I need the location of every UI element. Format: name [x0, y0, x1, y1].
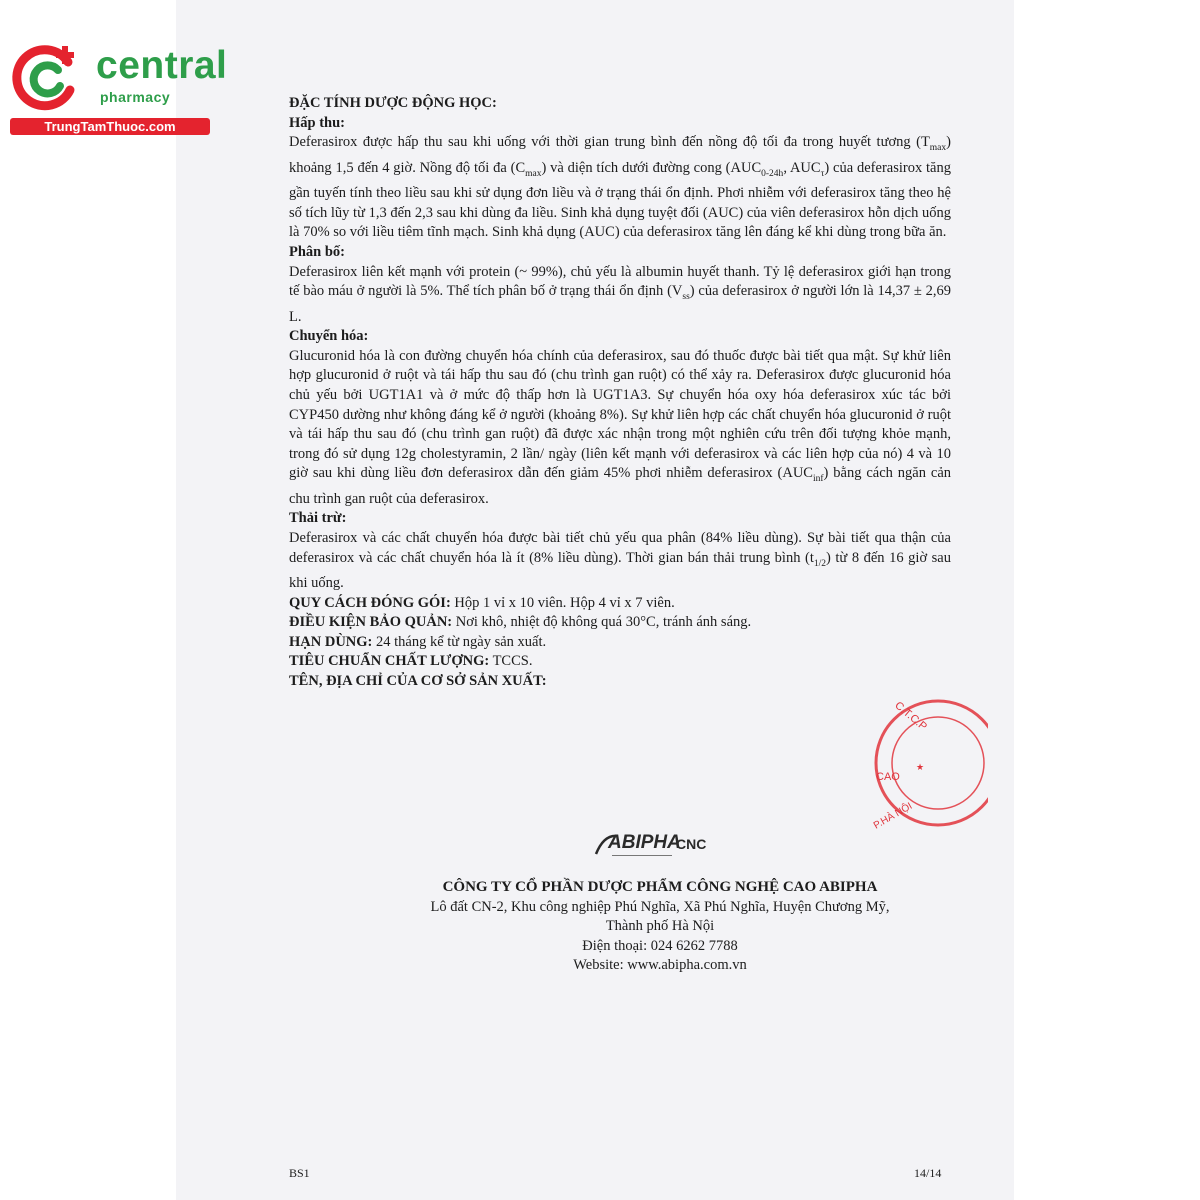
metabolism-text: Glucuronid hóa là con đường chuyển hóa chính của deferasirox, sau đó thuốc được bài tiết qua mật. Sự khử liên hợp glucuronid ở ruột và tái hấp thu sau đó (chu trình gan ruột) có thể xảy ra. Deferasirox được glucuronid hóa chủ yếu bởi UGT1A1 và ở mức độ thấp hơn là UGT1A3. Sự chuyển hóa oxy hóa deferasirox xúc tác bởi CYP450 dường như không đáng kể ở người (khoảng 8%). Sự khử liên hợp các chất chuyển hóa glucuronid ở ruột và tái hấp thu sau đó (chu trình gan ruột) đã được xác nhận trong một nghiên cứu trên đối tượng khỏe mạnh, trong đó sử dụng 12g cholestyramin, 2 lần/ ngày (liên kết mạnh với deferasirox và các liên hợp của nó) 4 và 10 giờ sau khi dùng liều đơn deferasirox dẫn đến giảm 45% phơi nhiễm deferasirox $(AUC_{inf})$ bằng cách ngăn cản chu trình gan ruột của deferasirox. — [289, 347, 951, 507]
company-name: CÔNG TY CỔ PHẦN DƯỢC PHẨM CÔNG NGHỆ CAO ABIPHA — [442, 879, 878, 895]
abipha-tagline-line — [612, 855, 672, 859]
footer-code: BS1 — [289, 1166, 310, 1180]
storage-line: ĐIỀU KIỆN BẢO QUẢN: Nơi khô, nhiệt độ không quá 30°C, tránh ánh sáng. — [289, 614, 752, 631]
page-number: 14/14 — [914, 1166, 942, 1180]
manufacturer-label: TÊN, ĐỊA CHỈ CỦA CƠ SỞ SẢN XUẤT: — [289, 673, 547, 690]
pharmacy-logo — [10, 36, 228, 136]
absorption-text: Deferasirox được hấp thu sau khi uống với thời gian trung bình đến nồng độ tối đa trong huyết tương $(T_{max})$ khoảng 1,5 đến 4 giờ. Nồng độ tối đa $(C_{max})$ và diện tích dưới đường cong ($AUC_{0-24h}$, $AUC_\tau$) của deferasirox tăng gần tuyến tính theo liều sau khi sử dụng đơn liều và ở trạng thái ổn định. Phơi nhiễm với deferasirox tăng theo hệ số tích lũy từ 1,3 đến 2,3 sau khi dùng đa liều. Sinh khả dụng tuyệt đối (AUC) của viên deferasirox hỗn dịch uống là 70% so với liều tiêm tĩnh mạch. Sinh khả dụng (AUC) của deferasirox tăng lên đáng kể khi dùng trong bữa ăn. — [289, 134, 951, 241]
abipha-logo-text: ABIPHA — [608, 832, 681, 853]
shelf-life-line: HẠN DÙNG: 24 tháng kể từ ngày sản xuất. — [289, 633, 547, 650]
elimination-heading: Thải trừ: — [289, 510, 347, 527]
abipha-logo — [592, 830, 722, 862]
quality-line: TIÊU CHUẨN CHẤT LƯỢNG: TCCS. — [289, 653, 533, 670]
brand-subtitle: pharmacy — [100, 89, 171, 105]
document-body — [289, 94, 951, 692]
metabolism-heading: Chuyển hóa: — [289, 328, 369, 345]
stamp-text-top: C.T.C.P — [892, 699, 930, 734]
pharmacy-cross-icon — [10, 40, 82, 112]
company-address-1: Lô đất CN-2, Khu công nghiệp Phú Nghĩa, Xã Phú Nghĩa, Huyện Chương Mỹ, — [430, 898, 890, 915]
brand-name: central — [96, 44, 228, 87]
distribution-heading: Phân bố: — [289, 243, 346, 260]
packaging-line: QUY CÁCH ĐÓNG GÓI: Hộp 1 vỉ x 10 viên. Hộp 4 vỉ x 7 viên. — [289, 594, 675, 611]
company-website: Website: www.abipha.com.vn — [573, 957, 747, 974]
company-stamp — [868, 688, 988, 838]
stamp-text-mid: CAO — [876, 771, 900, 783]
company-block — [360, 878, 960, 976]
company-address-2: Thành phố Hà Nội — [605, 918, 715, 935]
distribution-text: Deferasirox liên kết mạnh với protein (~ 99%), chủ yếu là albumin huyết thanh. Tỷ lệ deferasirox giới hạn trong tế bào máu ở người là 5%. Thể tích phân bố ở trạng thái ổn định $(V_{ss})$ của deferasirox ở người lớn là 14,37 ± 2,69 L. — [289, 263, 951, 325]
elimination-text: Deferasirox và các chất chuyển hóa được bài tiết chủ yếu qua phân (84% liều dùng). Sự bài tiết qua thận của deferasirox và các chất chuyển hóa là ít (8% liều dùng). Thời gian bán thải trung bình $(t_{1/2})$ từ 8 đến 16 giờ sau khi uống. — [289, 530, 951, 592]
brand-url: TrungTamThuoc.com — [10, 118, 210, 135]
stamp-star-icon: ★ — [916, 762, 925, 772]
absorption-heading: Hấp thu: — [289, 114, 346, 131]
abipha-logo-suffix: CNC — [676, 836, 707, 852]
company-phone: Điện thoại: 024 6262 7788 — [582, 937, 738, 954]
section-title: ĐẶC TÍNH DƯỢC ĐỘNG HỌC: — [289, 95, 497, 111]
stamp-text-bottom: P.HÀ NỘI — [871, 800, 915, 832]
